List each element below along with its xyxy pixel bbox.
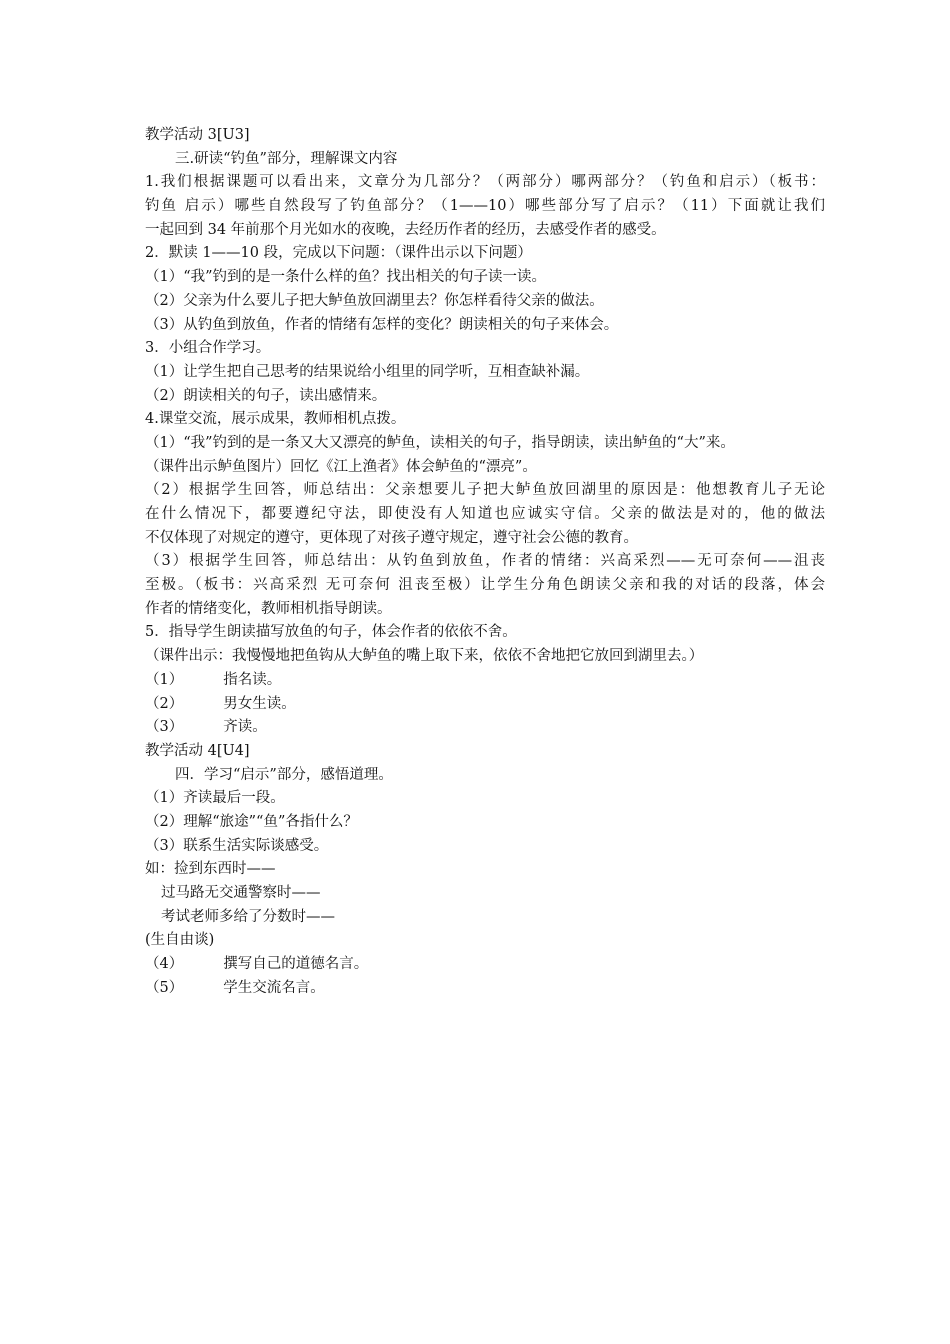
document-body	[145, 124, 825, 1000]
list-item: （2）根据学生回答，师总结出：父亲想要儿子把大鲈鱼放回湖里的原因是：他想教育儿子无论	[145, 482, 825, 499]
list-item: （3）联系生活实际谈感受。	[145, 837, 329, 854]
paragraph-line: 4.课堂交流，展示成果，教师相机点拨。	[145, 411, 406, 428]
list-number: （5）	[145, 979, 184, 996]
section-heading-4: 四．学习“启示”部分，感悟道理。	[175, 766, 393, 783]
paragraph-line: （课件出示鲈鱼图片）回忆《江上渔者》体会鲈鱼的“漂亮”。	[145, 458, 537, 475]
paragraph-line: 5．指导学生朗读描写放鱼的句子，体会作者的依依不舍。	[145, 624, 517, 641]
list-item: （2）朗读相关的句子，读出感情来。	[145, 387, 387, 404]
list-number: （1）	[145, 671, 184, 688]
section-heading-3: 三.研读“钓鱼”部分，理解课文内容	[175, 150, 398, 167]
paragraph-line: 如：捡到东西时——	[145, 861, 276, 878]
list-item: （3）从钓鱼到放鱼，作者的情绪有怎样的变化？朗读相关的句子来体会。	[145, 316, 619, 333]
paragraph-line: (生自由谈)	[145, 932, 215, 949]
paragraph-line: 考试老师多给了分数时——	[161, 908, 335, 925]
list-item	[145, 716, 825, 740]
list-item: （1）“我”钓到的是一条什么样的鱼？找出相关的句子读一读。	[145, 269, 547, 286]
paragraph-line: 一起回到 34 年前那个月光如水的夜晚，去经历作者的经历，去感受作者的感受。	[145, 221, 666, 238]
list-text: 指名读。	[223, 671, 282, 688]
list-item: （3）根据学生回答，师总结出：从钓鱼到放鱼，作者的情绪：兴高采烈——无可奈何——沮丧	[145, 553, 825, 570]
list-item: （2）理解“旅途”“鱼”各指什么？	[145, 813, 358, 830]
list-number: （3）	[145, 719, 184, 736]
activity-heading-4: 教学活动 4[U4]	[145, 742, 250, 759]
paragraph-line: 钓鱼 启示）哪些自然段写了钓鱼部分？（1——10）哪些部分写了启示？（11）下面就让我们	[145, 198, 825, 215]
paragraph-line: 至极。（板书：兴高采烈 无可奈何 沮丧至极）让学生分角色朗读父亲和我的对话的段落，体会	[145, 577, 825, 594]
activity-heading-3: 教学活动 3[U3]	[145, 127, 250, 143]
list-item: （1）“我”钓到的是一条又大又漂亮的鲈鱼，读相关的句子，指导朗读，读出鲈鱼的“大”来。	[145, 434, 735, 451]
list-item	[145, 977, 825, 1001]
list-text: 撰写自己的道德名言。	[223, 956, 369, 973]
paragraph-line: 2．默读 1——10 段，完成以下问题：（课件出示以下问题）	[145, 245, 532, 262]
list-number: （2）	[145, 695, 184, 712]
list-item	[145, 953, 825, 977]
paragraph-line: 1.我们根据课题可以看出来，文章分为几部分？（两部分）哪两部分？（钓鱼和启示）（板书：	[145, 174, 825, 191]
list-text: 学生交流名言。	[223, 979, 325, 996]
list-number: （4）	[145, 956, 184, 973]
list-item: （1）齐读最后一段。	[145, 790, 285, 807]
list-item	[145, 669, 825, 693]
paragraph-line: 在什么情况下，都要遵纪守法，即使没有人知道也应诚实守信。父亲的做法是对的，他的做法	[145, 506, 825, 522]
paragraph-line: 过马路无交通警察时——	[161, 885, 321, 901]
paragraph-line: 3．小组合作学习。	[145, 340, 271, 357]
paragraph-line: （课件出示：我慢慢地把鱼钩从大鲈鱼的嘴上取下来，依依不舍地把它放回到湖里去。）	[145, 648, 704, 665]
list-item: （2）父亲为什么要儿子把大鲈鱼放回湖里去？你怎样看待父亲的做法。	[145, 292, 604, 309]
list-item	[145, 693, 825, 717]
list-item: （1）让学生把自己思考的结果说给小组里的同学听，互相查缺补漏。	[145, 363, 590, 380]
paragraph-line: 作者的情绪变化，教师相机指导朗读。	[145, 600, 392, 617]
list-text: 男女生读。	[223, 695, 296, 712]
list-text: 齐读。	[223, 719, 267, 736]
paragraph-line: 不仅体现了对规定的遵守，更体现了对孩子遵守规定，遵守社会公德的教育。	[145, 529, 638, 546]
